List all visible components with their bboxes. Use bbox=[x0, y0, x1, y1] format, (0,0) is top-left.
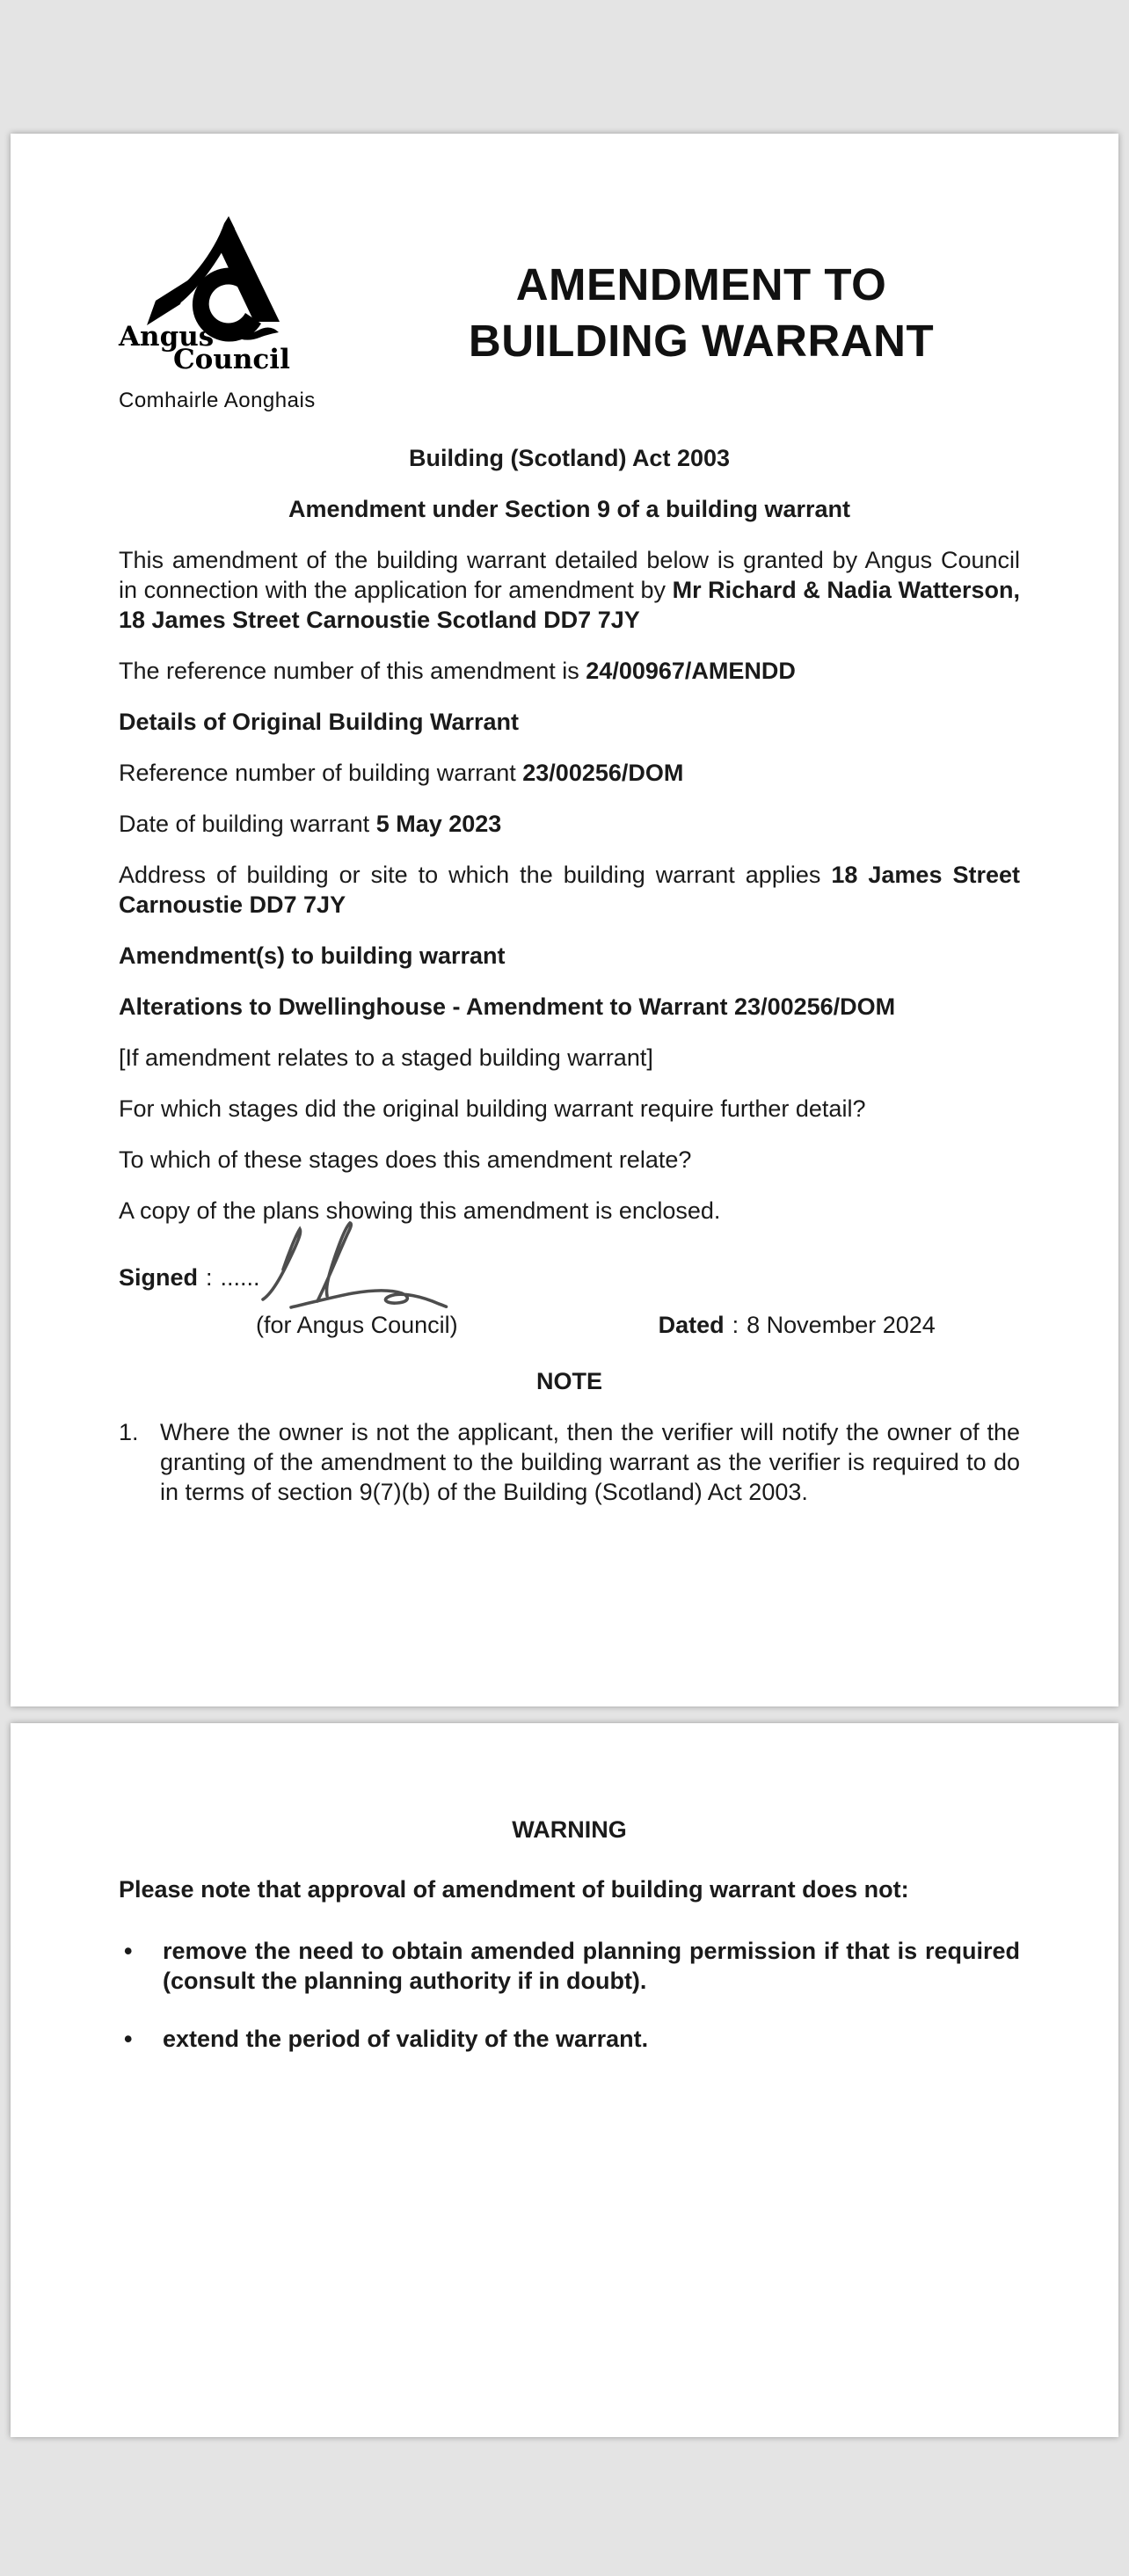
stages-question-2: To which of these stages does this amendment relate? bbox=[119, 1146, 692, 1173]
document-viewer bbox=[0, 134, 1129, 2576]
amendments-heading: Amendment(s) to building warrant bbox=[119, 942, 506, 969]
amendment-reference-value: 24/00967/AMENDD bbox=[586, 658, 796, 684]
note-item bbox=[119, 1417, 1020, 1507]
bullet-icon: • bbox=[124, 1938, 133, 1964]
warning-bullet-1-text: remove the need to obtain amended planning permission if that is required (consult the planning authority if in doubt). bbox=[163, 1938, 1020, 1994]
warning-bullet-1 bbox=[119, 1936, 1020, 1996]
logo-word-council: Council bbox=[173, 344, 290, 375]
amendment-reference bbox=[119, 656, 1020, 686]
staged-warrant-note: [If amendment relates to a staged building warrant] bbox=[119, 1044, 653, 1071]
warning-intro: Please note that approval of amendment of building warrant does not: bbox=[119, 1876, 909, 1903]
intro-paragraph bbox=[119, 545, 1020, 635]
warrant-reference bbox=[119, 758, 1020, 788]
dated-label: Dated bbox=[658, 1312, 725, 1338]
stages-question-1: For which stages did the original building warrant require further detail? bbox=[119, 1095, 866, 1122]
warrant-reference-text: Reference number of building warrant bbox=[119, 760, 516, 786]
amendment-description: Alterations to Dwellinghouse - Amendment to Warrant 23/00256/DOM bbox=[119, 993, 896, 1020]
dated-value: 8 November 2024 bbox=[747, 1312, 936, 1338]
signature-image bbox=[240, 1217, 460, 1313]
signature-row bbox=[119, 1263, 1020, 1301]
dated-group bbox=[659, 1310, 936, 1340]
document-title bbox=[382, 257, 1020, 369]
page-2 bbox=[11, 1723, 1118, 2437]
warrant-date-value: 5 May 2023 bbox=[375, 811, 502, 837]
page-1 bbox=[11, 134, 1118, 1706]
warrant-reference-value: 23/00256/DOM bbox=[522, 760, 684, 786]
note-item-text: Where the owner is not the applicant, then the verifier will notify the owner of the granting of the amendment to the building warrant as the verifier is required to do in terms of section 9(7)(b) of the Building (Scotland) Act 2003. bbox=[160, 1419, 1020, 1505]
dated-colon: : bbox=[732, 1312, 739, 1338]
details-heading: Details of Original Building Warrant bbox=[119, 709, 520, 735]
document-title-line-2: BUILDING WARRANT bbox=[468, 316, 935, 366]
warrant-address-text: Address of building or site to which the building warrant applies bbox=[119, 862, 821, 888]
document-title-line-1: AMENDMENT TO bbox=[515, 259, 887, 309]
document-header bbox=[119, 211, 1020, 413]
logo-gaelic-subtitle: Comhairle Aonghais bbox=[119, 389, 316, 412]
amendment-reference-text: The reference number of this amendment is bbox=[119, 658, 579, 684]
logo-word-angus: Angus bbox=[119, 321, 215, 353]
signature-meta-row bbox=[119, 1310, 1020, 1340]
section-heading: Amendment under Section 9 of a building warrant bbox=[288, 496, 851, 522]
angus-council-logo bbox=[119, 211, 382, 413]
act-heading: Building (Scotland) Act 2003 bbox=[408, 445, 731, 471]
warrant-address bbox=[119, 860, 1020, 920]
warrant-date-text: Date of building warrant bbox=[119, 811, 370, 837]
warrant-date bbox=[119, 809, 1020, 839]
warning-heading: WARNING bbox=[512, 1816, 627, 1843]
bullet-icon: • bbox=[124, 2026, 133, 2052]
applicant-name: Mr Richard & Nadia Watterson, 18 James Street Carnoustie Scotland DD7 7JY bbox=[119, 577, 1020, 633]
signed-dots: ...... bbox=[220, 1264, 260, 1291]
warning-bullet-2-text: extend the period of validity of the warrant. bbox=[163, 2026, 649, 2052]
warning-bullet-2 bbox=[119, 2024, 1020, 2054]
signed-label: Signed bbox=[119, 1264, 199, 1291]
warrant-address-value: 18 James Street Carnoustie DD7 7JY bbox=[119, 862, 1020, 918]
note-item-number: 1. bbox=[119, 1419, 139, 1445]
signed-colon: : bbox=[206, 1264, 213, 1291]
intro-text: This amendment of the building warrant detailed below is granted by Angus Council in connection with the application for amendment by bbox=[119, 547, 1020, 603]
note-heading: NOTE bbox=[535, 1368, 602, 1394]
for-angus-council-label: (for Angus Council) bbox=[256, 1312, 458, 1338]
plans-note: A copy of the plans showing this amendment is enclosed. bbox=[119, 1197, 721, 1224]
